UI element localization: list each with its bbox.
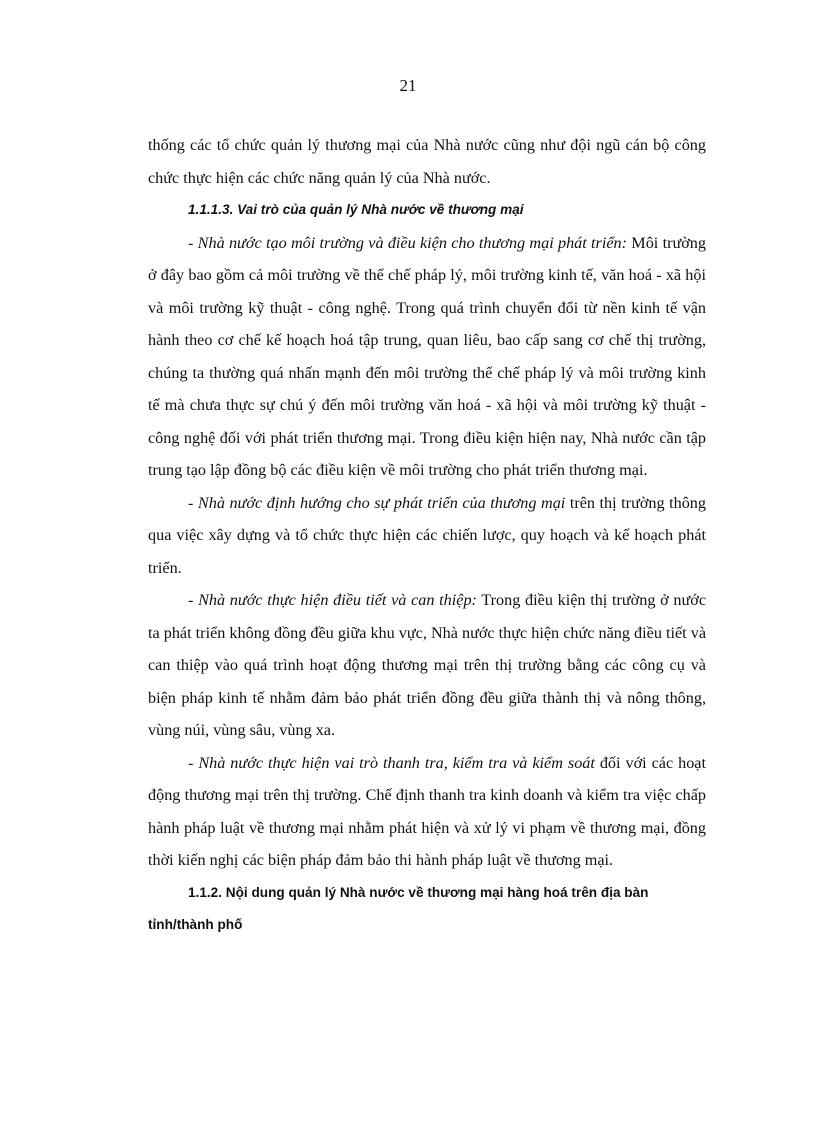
paragraph-orientation-lead: - Nhà nước định hướng cho sự phát triển của thương mại [188,493,566,512]
paragraph-orientation-body: trên thị trường thông qua việc xây dựng và tổ chức thực hiện các chiến lược, quy hoạch và kế hoạch phát triển. [148,493,706,577]
paragraph-regulation-lead: - Nhà nước thực hiện điều tiết và can thiệp: [188,591,477,609]
paragraph-inspection-lead: - Nhà nước thực hiện vai trò thanh tra, kiểm tra và kiểm soát [188,753,595,772]
paragraph-inspection-body: đối với các hoạt động thương mại trên thị trường. Chế định thanh tra kinh doanh và kiểm tra việc chấp hành pháp luật về thương mại nhằm phát hiện và xử lý vi phạm về thương mại, đồng thời kiến nghị các biện pháp đảm bảo thi hành pháp luật về thương mại. [148,753,706,869]
paragraph-regulation [148,584,706,747]
heading-1-1-1-3: 1.1.1.3. Vai trò của quản lý Nhà nước về thương mại [188,202,524,217]
paragraph-inspection [148,747,706,877]
paragraph-environment-lead: - Nhà nước tạo môi trường và điều kiện cho thương mại phát triển: [188,233,628,252]
paragraph-environment-body: Môi trường ở đây bao gồm cả môi trường về thể chế pháp lý, môi trường kinh tế, văn hoá - xã hội và môi trường kỹ thuật - công nghệ. Trong quá trình chuyển đổi từ nền kinh tế vận hành theo cơ chế kế hoạch hoá tập trung, quan liêu, bao cấp sang cơ chế thị trường, chúng ta thường quá nhấn mạnh đến môi trường thể chế pháp lý và môi trường kinh tế mà chưa thực sự chú ý đến môi trường văn hoá - xã hội và môi trường kỹ thuật - công nghệ đối với phát triển thương mại. Trong điều kiện hiện nay, Nhà nước cần tập trung tạo lập đồng bộ các điều kiện về môi trường cho phát triển thương mại. [148,233,706,479]
paragraph-environment [148,227,706,487]
page-number: 21 [399,76,417,95]
paragraph-regulation-body: Trong điều kiện thị trường ở nước ta phát triển không đồng đều giữa khu vực, Nhà nước thực hiện chức năng điều tiết và can thiệp vào quá trình hoạt động thương mại trên thị trường bằng các công cụ và biện pháp kinh tế nhằm đảm bảo phát triển đồng đều giữa thành thị và nông thông, vùng núi, vùng sâu, vùng xa. [148,591,707,739]
paragraph-orientation [148,487,706,585]
heading-1-1-2: 1.1.2. Nội dung quản lý Nhà nước về thương mại hàng hoá trên địa bàn tỉnh/thành phố [148,884,649,932]
continuation-paragraph: thống các tổ chức quản lý thương mại của Nhà nước cũng như đội ngũ cán bộ công chức thực hiện các chức năng quản lý của Nhà nước. [148,136,706,187]
page-content [148,129,706,942]
